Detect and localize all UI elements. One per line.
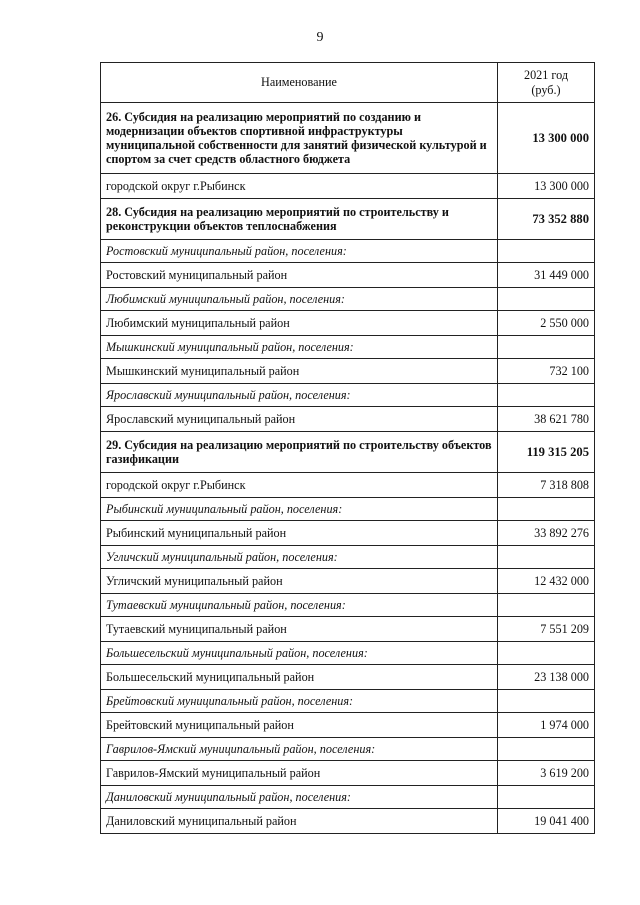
amount-cell: 38 621 780 xyxy=(498,407,595,432)
group-heading: Даниловский муниципальный район, поселения: xyxy=(101,786,498,809)
group-heading: Мышкинский муниципальный район, поселения: xyxy=(101,336,498,359)
section-title: 28. Субсидия на реализацию мероприятий по строительству и реконструкции объектов теплоснабжения xyxy=(101,199,498,240)
amount-cell xyxy=(498,642,595,665)
table-body xyxy=(101,103,595,834)
header-amount-unit: (руб.) xyxy=(531,82,561,97)
table-row xyxy=(101,473,595,498)
page-number: 9 xyxy=(316,30,324,45)
group-heading-row xyxy=(101,690,595,713)
amount-cell xyxy=(498,546,595,569)
group-heading: Тутаевский муниципальный район, поселения: xyxy=(101,594,498,617)
section-title: 26. Субсидия на реализацию мероприятий по созданию и модернизации объектов спортивной инфраструктуры муниципальной собственности для занятий физической культурой и спортом за счет средств областного бюджета xyxy=(101,103,498,174)
amount-cell: 19 041 400 xyxy=(498,809,595,834)
group-heading-row xyxy=(101,384,595,407)
entity-name: Рыбинский муниципальный район xyxy=(101,521,498,546)
group-heading-row xyxy=(101,336,595,359)
amount-cell xyxy=(498,288,595,311)
entity-name: Ярославский муниципальный район xyxy=(101,407,498,432)
header-amount-year: 2021 год xyxy=(523,67,569,82)
entity-name: Ростовский муниципальный район xyxy=(101,263,498,288)
group-heading-row xyxy=(101,594,595,617)
table-row xyxy=(101,311,595,336)
table-row xyxy=(101,617,595,642)
group-heading: Любимский муниципальный район, поселения: xyxy=(101,288,498,311)
amount-cell xyxy=(498,786,595,809)
amount-cell xyxy=(498,498,595,521)
entity-name: городской округ г.Рыбинск xyxy=(101,174,498,199)
table-row xyxy=(101,665,595,690)
section-row xyxy=(101,199,595,240)
table-row xyxy=(101,569,595,594)
section-row xyxy=(101,432,595,473)
table-row xyxy=(101,174,595,199)
amount-cell: 23 138 000 xyxy=(498,665,595,690)
entity-name: Тутаевский муниципальный район xyxy=(101,617,498,642)
entity-name: Брейтовский муниципальный район xyxy=(101,713,498,738)
group-heading-row xyxy=(101,240,595,263)
header-name: Наименование xyxy=(101,63,498,103)
amount-cell: 7 551 209 xyxy=(498,617,595,642)
entity-name: Любимский муниципальный район xyxy=(101,311,498,336)
section-amount: 119 315 205 xyxy=(498,432,595,473)
group-heading: Ростовский муниципальный район, поселения: xyxy=(101,240,498,263)
table-row xyxy=(101,521,595,546)
entity-name: Даниловский муниципальный район xyxy=(101,809,498,834)
section-amount: 73 352 880 xyxy=(498,199,595,240)
table-row xyxy=(101,359,595,384)
group-heading-row xyxy=(101,642,595,665)
group-heading: Угличский муниципальный район, поселения: xyxy=(101,546,498,569)
group-heading-row xyxy=(101,498,595,521)
table-header-row xyxy=(101,63,595,103)
group-heading-row xyxy=(101,738,595,761)
amount-cell xyxy=(498,690,595,713)
amount-cell: 13 300 000 xyxy=(498,174,595,199)
amount-cell: 7 318 808 xyxy=(498,473,595,498)
group-heading-row xyxy=(101,288,595,311)
header-amount xyxy=(498,63,595,103)
section-amount: 13 300 000 xyxy=(498,103,595,174)
group-heading: Большесельский муниципальный район, поселения: xyxy=(101,642,498,665)
amount-cell: 31 449 000 xyxy=(498,263,595,288)
entity-name: Большесельский муниципальный район xyxy=(101,665,498,690)
table-row xyxy=(101,407,595,432)
section-title: 29. Субсидия на реализацию мероприятий по строительству объектов газификации xyxy=(101,432,498,473)
amount-cell: 1 974 000 xyxy=(498,713,595,738)
amount-cell: 33 892 276 xyxy=(498,521,595,546)
amount-cell xyxy=(498,240,595,263)
entity-name: Угличский муниципальный район xyxy=(101,569,498,594)
table-row xyxy=(101,761,595,786)
amount-cell: 732 100 xyxy=(498,359,595,384)
table-row xyxy=(101,263,595,288)
amount-cell: 12 432 000 xyxy=(498,569,595,594)
amount-cell xyxy=(498,384,595,407)
amount-cell: 3 619 200 xyxy=(498,761,595,786)
table-row xyxy=(101,809,595,834)
entity-name: Гаврилов-Ямский муниципальный район xyxy=(101,761,498,786)
group-heading: Ярославский муниципальный район, поселения: xyxy=(101,384,498,407)
section-row xyxy=(101,103,595,174)
amount-cell: 2 550 000 xyxy=(498,311,595,336)
group-heading: Гаврилов-Ямский муниципальный район, поселения: xyxy=(101,738,498,761)
group-heading-row xyxy=(101,546,595,569)
entity-name: городской округ г.Рыбинск xyxy=(101,473,498,498)
group-heading: Брейтовский муниципальный район, поселения: xyxy=(101,690,498,713)
group-heading: Рыбинский муниципальный район, поселения: xyxy=(101,498,498,521)
subsidy-table xyxy=(100,62,595,834)
amount-cell xyxy=(498,738,595,761)
group-heading-row xyxy=(101,786,595,809)
amount-cell xyxy=(498,336,595,359)
amount-cell xyxy=(498,594,595,617)
table-row xyxy=(101,713,595,738)
entity-name: Мышкинский муниципальный район xyxy=(101,359,498,384)
